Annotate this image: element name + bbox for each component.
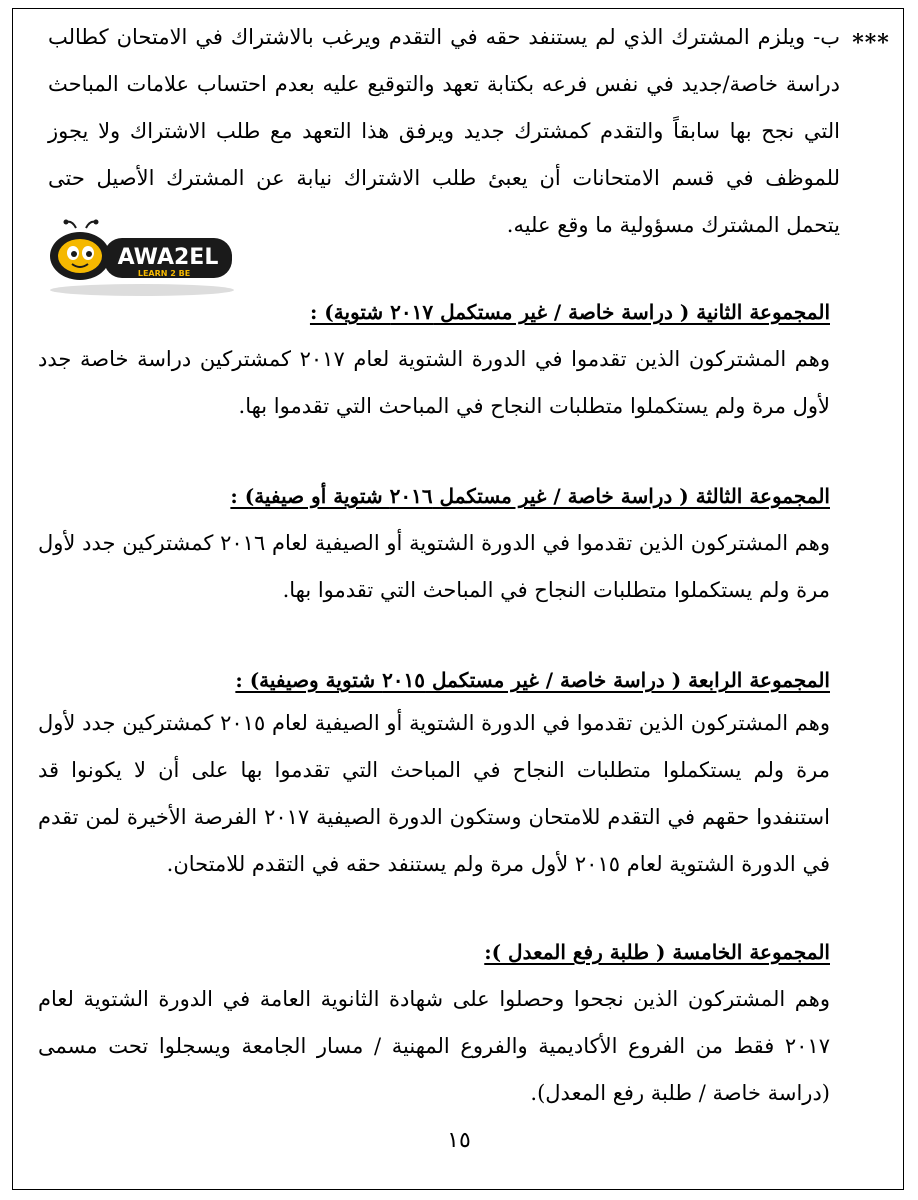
asterisk-marker: *** bbox=[852, 30, 890, 56]
section-text-5: وهم المشتركون الذين نجحوا وحصلوا على شهادة الثانوية العامة في الدورة الشتوية لعام ٢٠١٧ فقط من الفروع الأكاديمية والفروع المهنية / مسار الجامعة ويسجلوا تحت مسمى (دراسة خاصة / طلبة رفع المعدل). bbox=[38, 987, 830, 1105]
section-heading-3: المجموعة الثالثة ( دراسة خاصة / غير مستكمل ٢٠١٦ شتوية أو صيفية) : bbox=[230, 484, 830, 508]
page-number: ١٥ bbox=[447, 1128, 471, 1153]
awa2el-logo bbox=[42, 218, 242, 298]
section-text-3: وهم المشتركون الذين تقدموا في الدورة الشتوية أو الصيفية لعام ٢٠١٦ كمشتركين جدد لأول مرة ولم يستكملوا متطلبات النجاح في المباحث التي تقدموا بها. bbox=[38, 531, 830, 602]
section-heading-5: المجموعة الخامسة ( طلبة رفع المعدل ): bbox=[484, 940, 830, 964]
logo-tagline-text: LEARN 2 BE bbox=[137, 269, 191, 278]
logo-brand-text: AWA2EL bbox=[117, 245, 219, 270]
intro-paragraph: ب- ويلزم المشترك الذي لم يستنفد حقه في التقدم ويرغب بالاشتراك في الامتحان كطالب دراسة خاصة/جديد في نفس فرعه بكتابة تعهد والتوقيع عليه بعدم احتساب علامات المباحث التي نجح بها سابقاً والتقدم كمشترك جديد ويرفق هذا التعهد مع طلب الاشتراك ولا يجوز للموظف في قسم الامتحانات أن يعبئ طلب الاشتراك نيابة عن المشترك الأصيل حتى يتحمل المشترك مسؤولية ما وقع عليه. bbox=[48, 25, 840, 237]
section-heading-4: المجموعة الرابعة ( دراسة خاصة / غير مستكمل ٢٠١٥ شتوية وصيفية) : bbox=[235, 668, 830, 692]
section-text-2: وهم المشتركون الذين تقدموا في الدورة الشتوية لعام ٢٠١٧ كمشتركين دراسة خاصة جدد لأول مرة ولم يستكملوا متطلبات النجاح في المباحث التي تقدموا بها. bbox=[38, 347, 831, 418]
section-text-4: وهم المشتركون الذين تقدموا في الدورة الشتوية أو الصيفية لعام ٢٠١٥ كمشتركين جدد لأول مرة ولم يستكملوا متطلبات النجاح في المباحث التي تقدموا بها على أن لا يكونوا قد استنفدوا حقهم في التقدم للامتحان وستكون الدورة الصيفية ٢٠١٧ الفرصة الأخيرة لمن تقدم في الدورة الشتوية لعام ٢٠١٥ لأول مرة ولم يستنفد حقه في التقدم للامتحان. bbox=[38, 711, 830, 876]
section-heading-2: المجموعة الثانية ( دراسة خاصة / غير مستكمل ٢٠١٧ شتوية) : bbox=[309, 300, 830, 324]
